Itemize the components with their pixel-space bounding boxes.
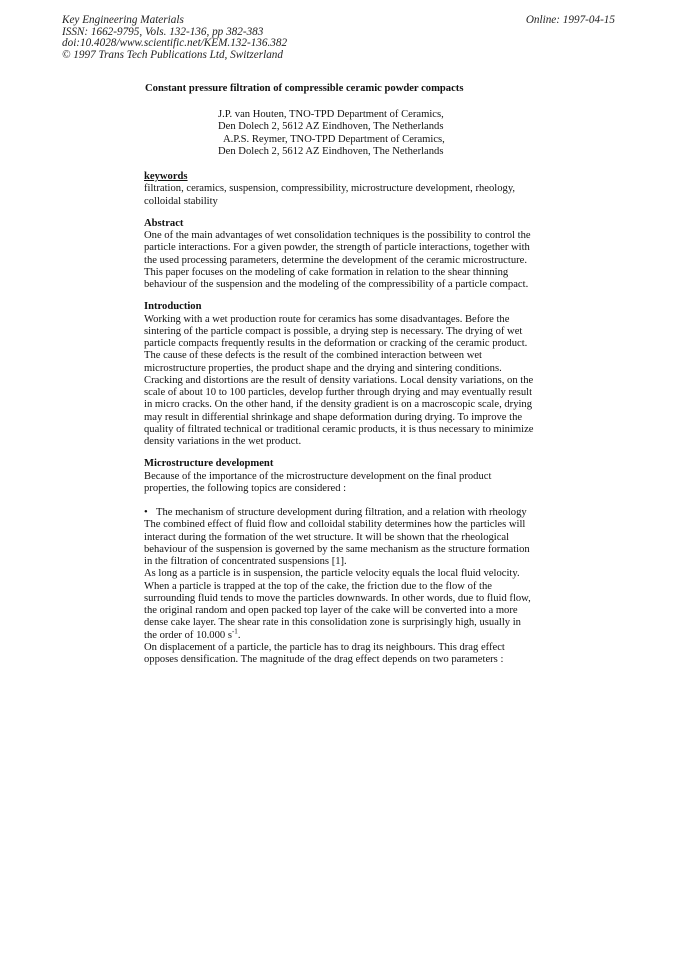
- microstructure-paragraph: Because of the importance of the microstructure development on the final product properties, the following topics are considered :: [144, 470, 492, 494]
- microstructure-paragraph: The combined effect of fluid flow and colloidal stability determines how the particles will interact during the formation of the wet structure. It will be shown that the rheological behaviour of the suspension is governed by the same mechanism as the structure formation in the filtration of concentrated suspensions [1].: [144, 519, 530, 567]
- microstructure-paragraph: As long as a particle is in suspension, the particle velocity equals the local fluid velocity. When a particle is trapped at the top of the cake, the friction due to the flow of the surrounding fluid tends to move the particles downwards. In other words, due to fluid flow, the original random and open packed top layer of the cake will be converted into a more dense cake layer. The shear rate in this consolidation zone is surprisingly high, usually in the order of 10.000 $s^{-1}$.: [144, 568, 531, 641]
- abstract-heading: Abstract: [144, 217, 184, 229]
- bullet-item: [144, 507, 536, 519]
- journal-name: Key Engineering Materials: [62, 14, 184, 26]
- journal-header: [62, 15, 287, 61]
- issn-line: ISSN: 1662-9795, Vols. 132-136, pp 382-383: [62, 25, 264, 38]
- author-address: Den Dolech 2, 5612 AZ Eindhoven, The Netherlands: [218, 121, 444, 133]
- microstructure-paragraph: On displacement of a particle, the particle has to drag its neighbours. This drag effect opposes densification. The magnitude of the drag effect depends on two parameters :: [144, 641, 505, 665]
- microstructure-heading: Microstructure development: [144, 458, 274, 470]
- bullet-icon: •: [144, 507, 148, 518]
- online-date: Online: 1997-04-15: [525, 14, 615, 26]
- introduction-paragraph: Working with a wet production route for ceramics has some disadvantages. Before the sintering of the particle compact is possible, a drying step is necessary. The drying of wet particle compacts frequently results in the deformation or cracking of the ceramic product. The cause of these defects is the result of the combined interaction between wet microstructure properties, the product shape and the drying and sintering conditions. Cracking and distortions are the result of density variations. Local density variations, on the scale of about 10 to 100 particles, develop further through drying and may eventually result in micro cracks. On the other hand, if the density gradient is on a macroscopic scale, drying may result in differential shrinkage and shape deformation during drying. To improve the quality of filtrated technical or traditional ceramic products, it is thus necessary to minimize density variations in the wet product.: [144, 313, 534, 447]
- keywords-text: filtration, ceramics, suspension, compressibility, microstructure development, rheology, colloidal stability: [144, 183, 516, 207]
- author-address: Den Dolech 2, 5612 AZ Eindhoven, The Netherlands: [218, 146, 444, 158]
- author-block: [218, 109, 445, 159]
- doi-line: doi:10.4028/www.scientific.net/KEM.132-136.382: [62, 37, 288, 50]
- abstract-paragraph: This paper focuses on the modeling of cake formation in relation to the shear thinning behaviour of the suspension and the modeling of the compressibility of a particle compact.: [144, 266, 529, 290]
- keywords-heading: keywords: [144, 171, 188, 182]
- bullet-text: The mechanism of structure development during filtration, and a relation with rheology: [156, 507, 527, 518]
- author-line: J.P. van Houten, TNO-TPD Department of Ceramics,: [218, 109, 444, 120]
- copyright-line: © 1997 Trans Tech Publications Ltd, Switzerland: [62, 48, 283, 61]
- abstract-paragraph: One of the main advantages of wet consolidation techniques is the possibility to control the particle interactions. For a given powder, the strength of particle interactions, together with the used processing parameters, determine the development of the ceramic microstructure.: [144, 230, 531, 266]
- paper-title: Constant pressure filtration of compressible ceramic powder compacts: [145, 83, 464, 94]
- author-line: A.P.S. Reymer, TNO-TPD Department of Ceramics,: [223, 133, 445, 145]
- body-column: [144, 171, 536, 666]
- introduction-heading: Introduction: [144, 301, 202, 313]
